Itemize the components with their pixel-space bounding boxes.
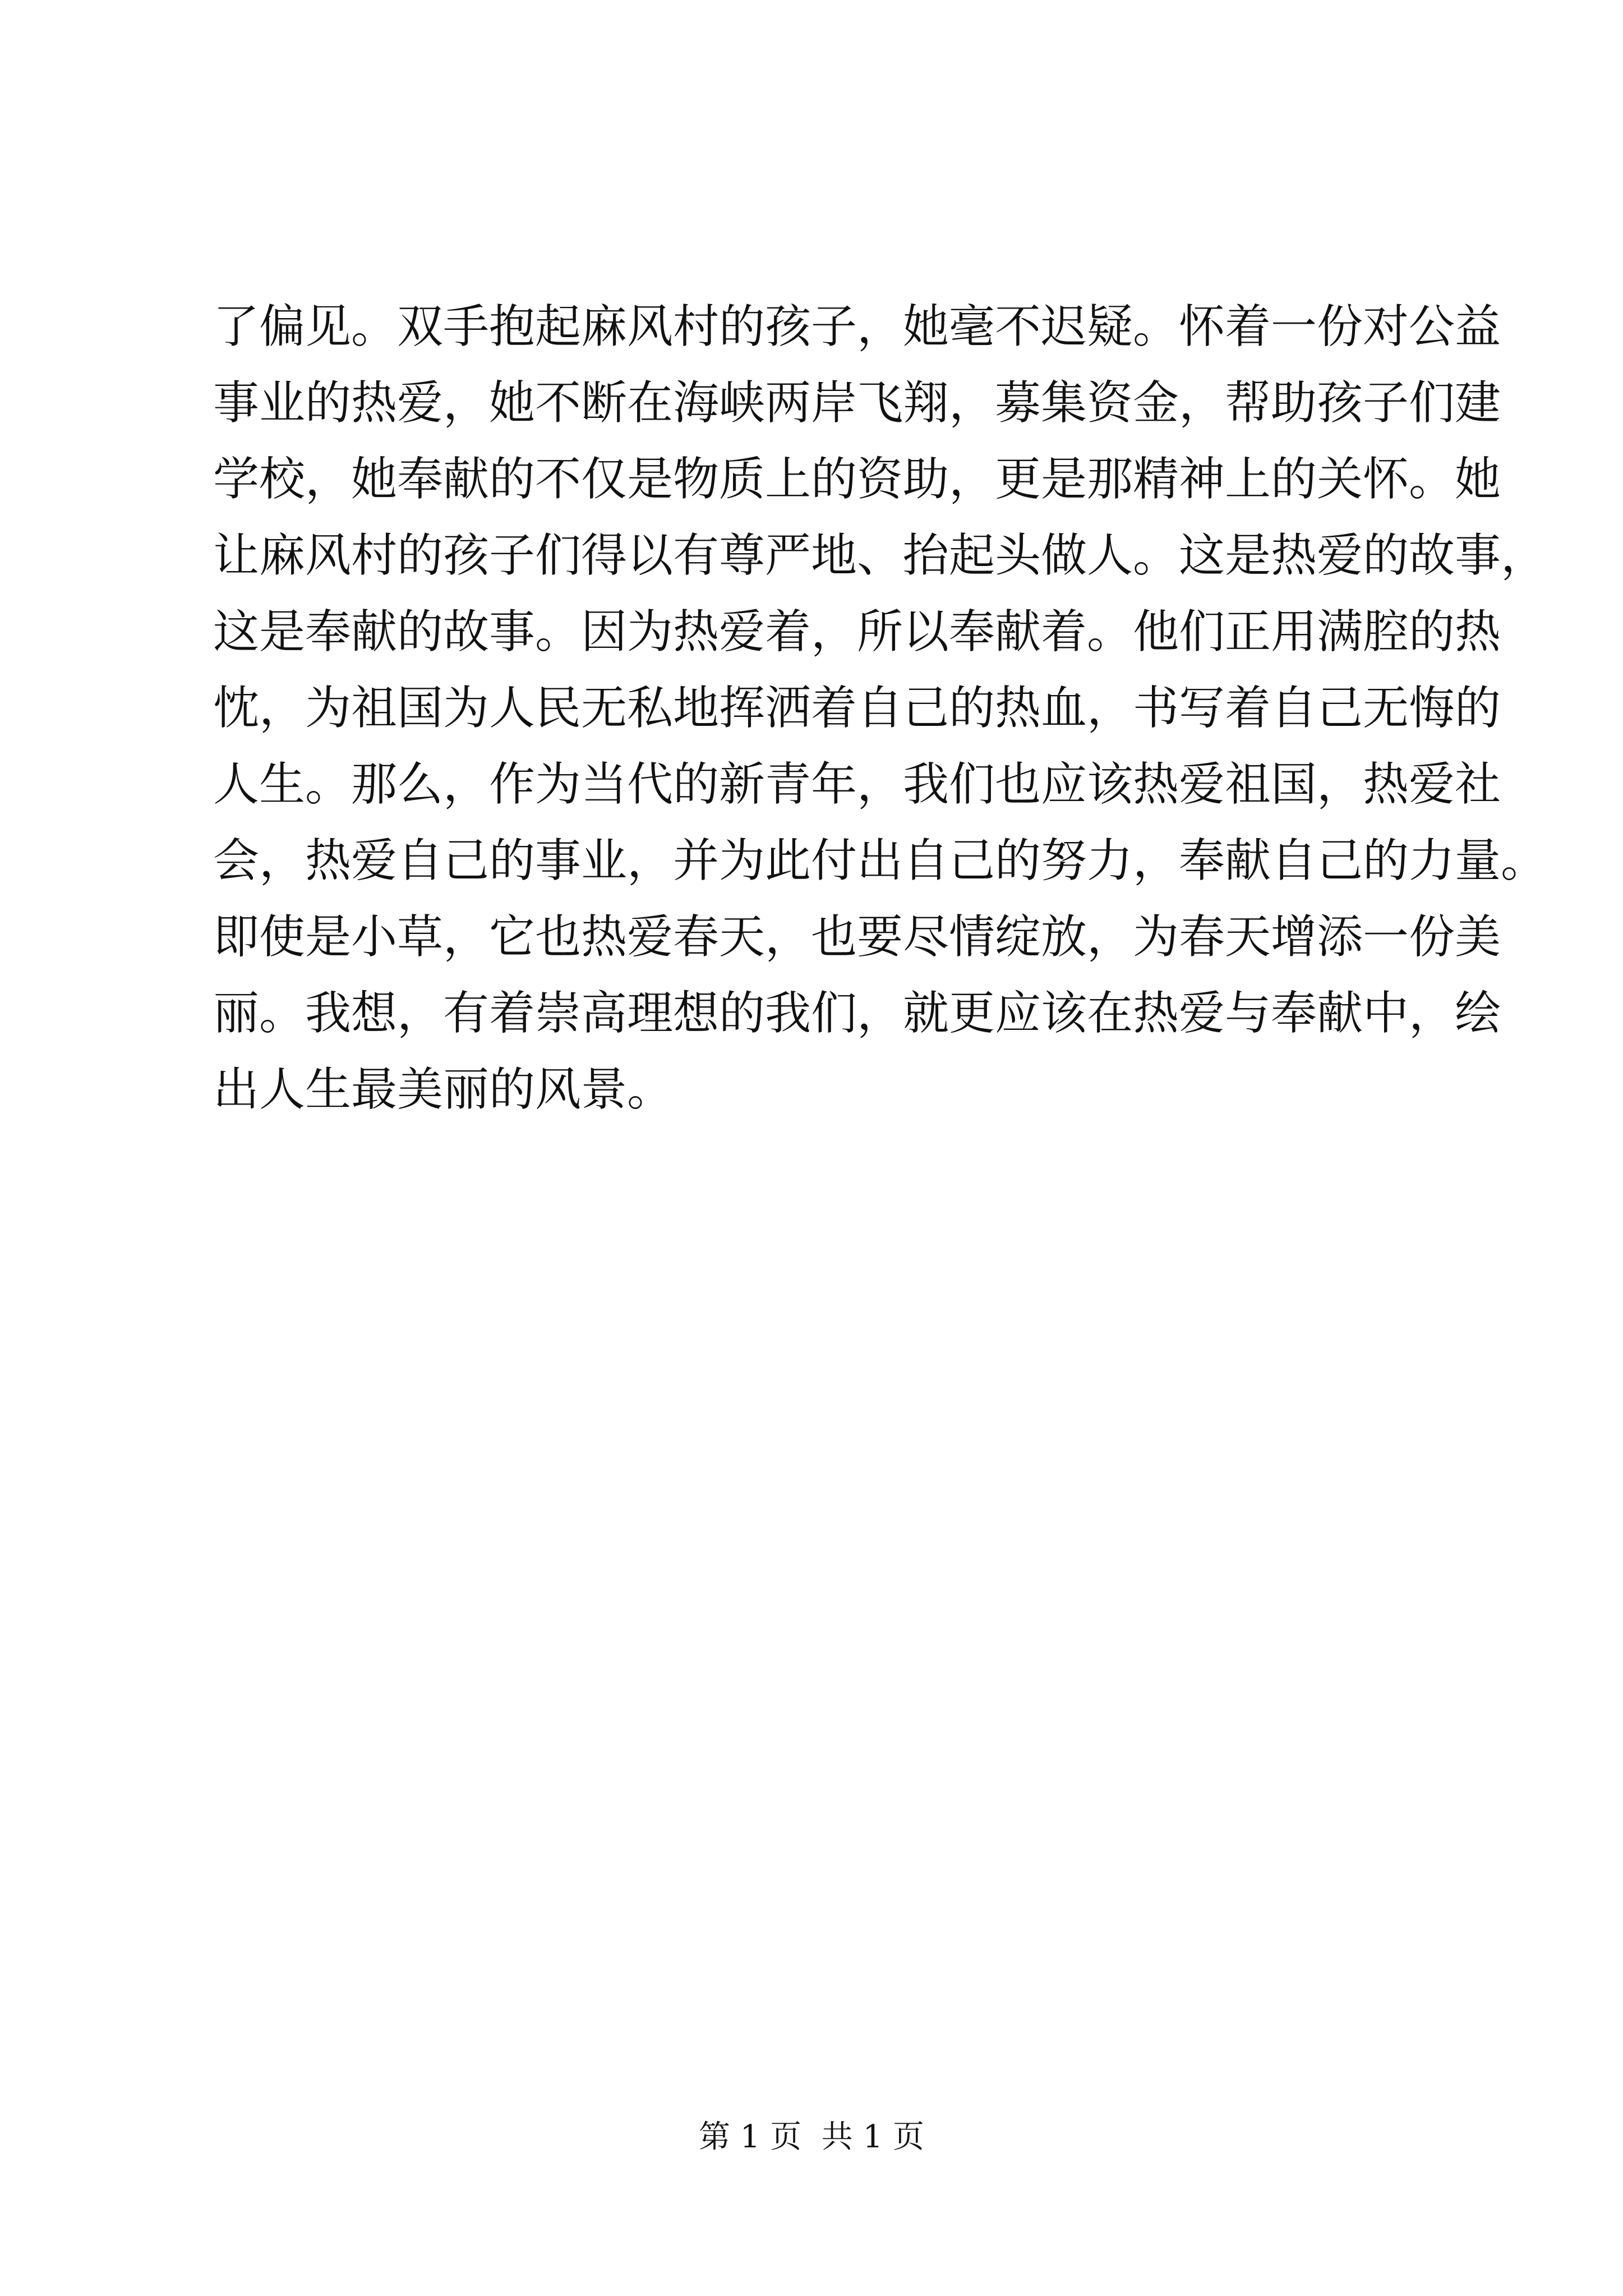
text-line: 出人生最美丽的风景。 [213,1063,674,1116]
text-line: 这是奉献的故事。因为热爱着，所以奉献着。他们正用满腔的热 [213,605,1501,659]
text-line: 学校，她奉献的不仅是物质上的资助，更是那精神上的关怀。她 [213,453,1501,506]
text-line: 会，热爱自己的事业，并为此付出自己的努力，奉献自己的力量。 [213,834,1547,887]
text-line: 即使是小草，它也热爱春天，也要尽情绽放，为春天增添一份美 [213,910,1501,964]
text-line: 让麻风村的孩子们得以有尊严地、抬起头做人。这是热爱的故事， [213,529,1547,582]
text-line: 人生。那么，作为当代的新青年，我们也应该热爱祖国，热爱社 [213,758,1501,811]
text-line: 事业的热爱，她不断在海峡两岸飞翔，募集资金，帮助孩子们建 [213,376,1501,430]
text-line: 丽。我想，有着崇高理想的我们，就更应该在热爱与奉献中，绘 [213,987,1501,1040]
body-paragraph [213,289,1547,1128]
text-line: 了偏见。双手抱起麻风村的孩子，她毫不迟疑。怀着一份对公益 [213,300,1501,353]
page-number-footer: 第 1 页 共 1 页 [698,2119,925,2155]
text-line: 忱，为祖国为人民无私地挥洒着自己的热血，书写着自己无悔的 [213,682,1501,735]
